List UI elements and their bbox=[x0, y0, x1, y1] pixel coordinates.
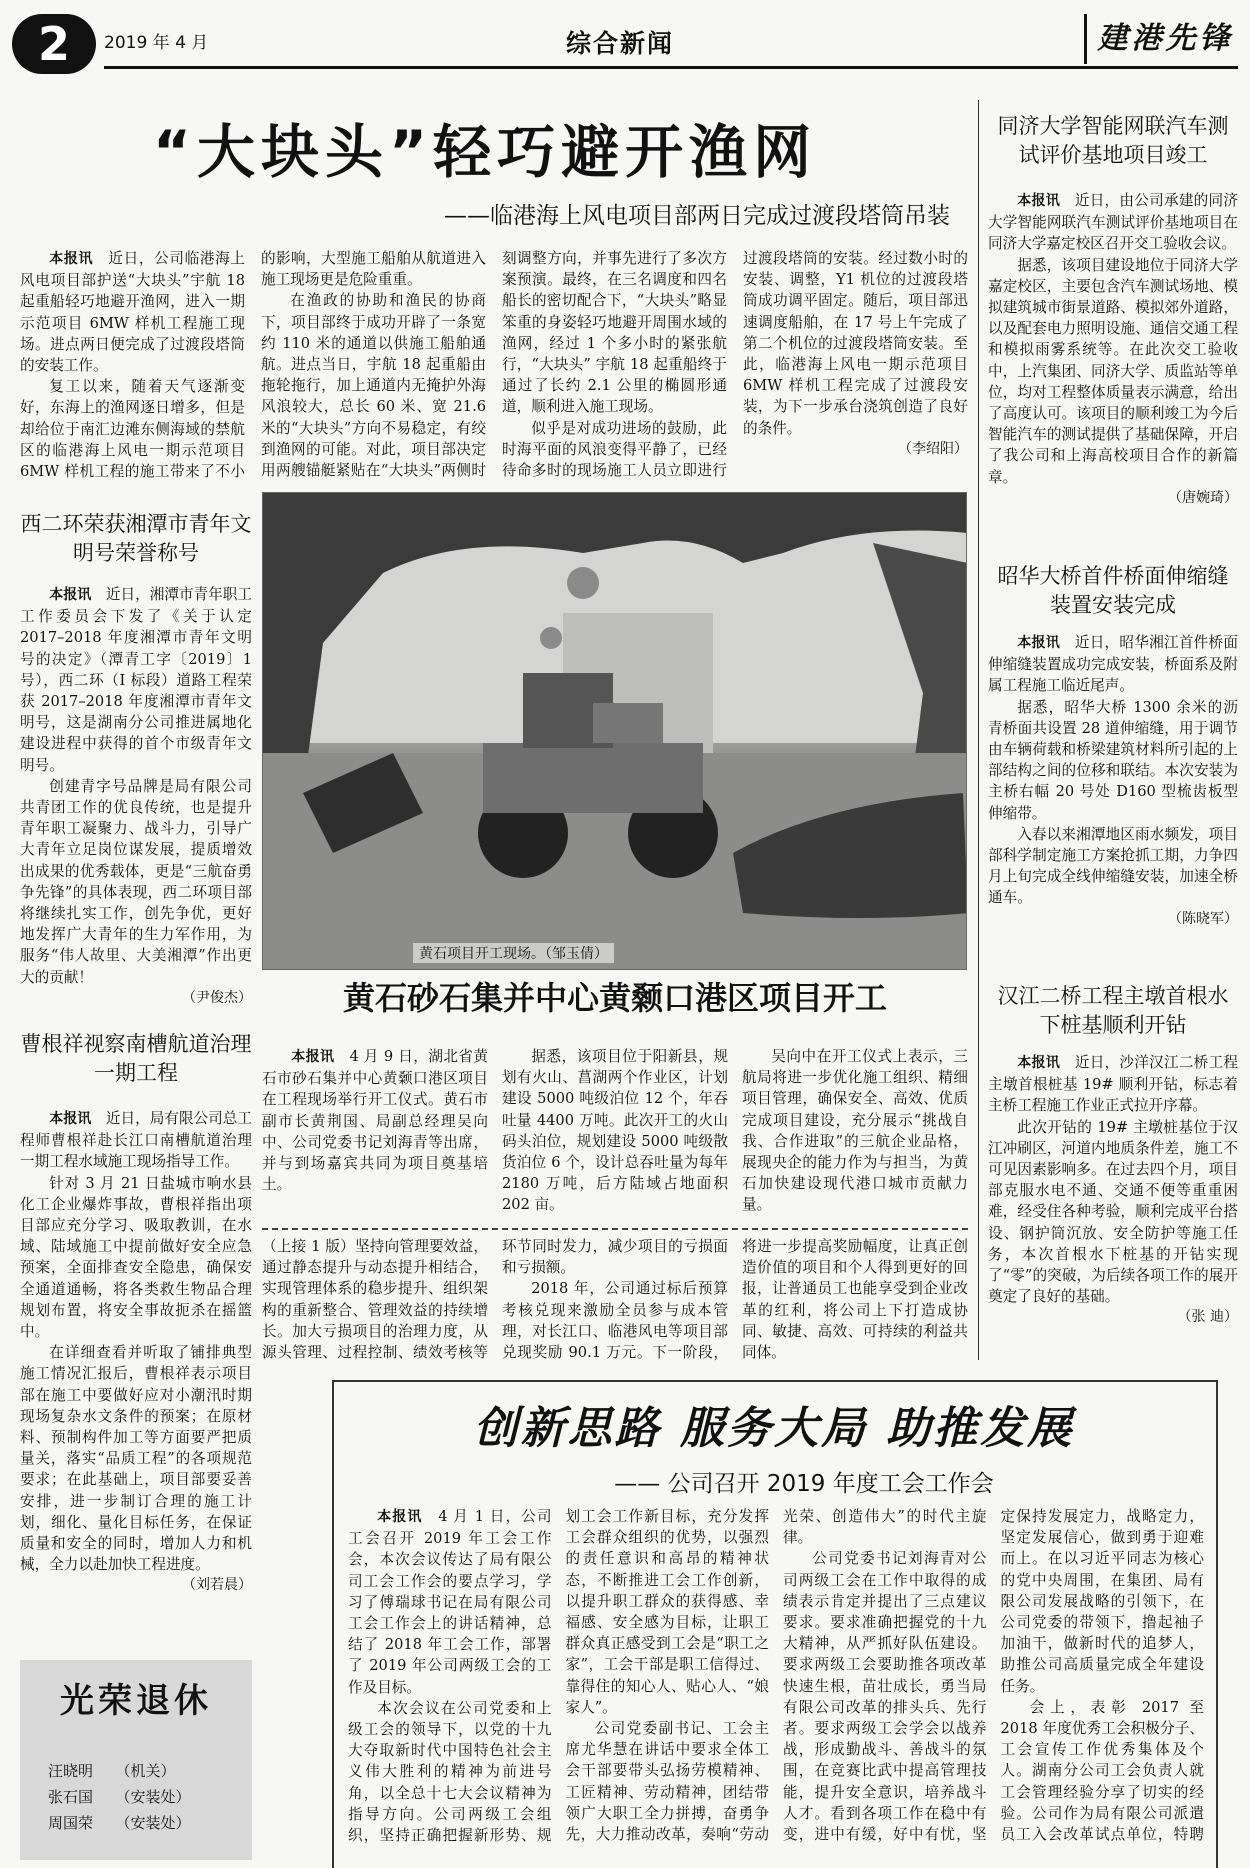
union-subtitle: —— 公司召开 2019 年度工会工作会 bbox=[614, 1471, 994, 1497]
page-number: 2 bbox=[12, 14, 96, 74]
cao-body: 本报讯 近日，局有限公司总工程师曹根祥赴长江口南槽航道治理一期工程水域施工现场指导工作。 针对 3 月 21 日盐城市响水县化工企业爆炸事故，曹根祥指出项目部应充分学习、吸取教训，在水域、陆域施工中提前做好安全应急预案，全面排查安全隐患，确保安全通道通畅，将各类救生物品合理规划布置，将安全事故扼杀在摇篮中。 在详细查看并听取了铺排典型施工情况汇报后，曹根祥表示项目部在施工中要做好应对小潮汛时期现场复杂水文条件的预案；在原材料、预制构件加工等方面要严把质量关，落实“品质工程”的各项规范要求；在此基础上，项目部要妥善安排，进一步制订合理的施工计划，细化、量化目标任务，在保证质量和安全的同时，增加人力和机械，全力以赴加快工程进度。 （刘若晨） bbox=[20, 1108, 252, 1646]
huangshi-body: 本报讯 4 月 9 日，湖北省黄石市砂石集并中心黄颡口港区项目在工程现场举行开工仪式。黄石市副市长黄荆国、局副总经理吴向中、公司党委书记刘海青等出席，并与到场嘉宾共同为项目奠基培土。 据悉，该项目位于阳新县，规划有火山、菖湖两个作业区，计划建设 5000 吨级泊位 12 个，年吞吐量 4400 万吨。此次开工的火山码头泊位，规划建设 5000 吨级散货泊位 6 个，设计总吞吐量为每年 2180 万吨，后方陆域占地面积 202 亩。 吴向中在开工仪式上表示，三航局将进一步优化施工组织、精细项目管理，确保安全、高效、优质完成项目建设，充分展示“挑战自我、合作进取”的三航企业品格，展现央企的能力作为与担当，为黄石加快建设现代港口城市贡献力量。 bbox=[262, 1048, 968, 1214]
lead-subtitle: ——临港海上风电项目部两日完成过渡段塔筒吊装 bbox=[444, 203, 950, 229]
photo-caption: 黄石项目开工现场。（邹玉倩） bbox=[413, 943, 614, 963]
cao-title: 曹根祥视察南槽航道治理一期工程 bbox=[20, 1032, 252, 1086]
column-divider bbox=[978, 100, 979, 1360]
retiree-row: 张石国 （安装处） bbox=[48, 1788, 191, 1806]
byline: （刘若晨） bbox=[182, 1577, 252, 1594]
erhuan-body: 本报讯 近日，湘潭市青年职工工作委员会下发了《关于认定 2017–2018 年度湘潭市青年文明号的决定》（潭青工字〔2019〕1 号），西二环（I 标段）道路工程荣获 2017–2018 年度湘潭市青年文明号，这是湖南分公司推进属地化建设进程中获得的首个市级青年文明号。 创建青字号品牌是局有限公司共青团工作的优良传统，也是提升青年职工凝聚力、战斗力，引导广大青年立足岗位谋发展，提质增效出成果的优秀载体，更是“三航奋勇争先锋”的具体表现，西二环项目部将继续扎实工作，创先争优，更好地发挥广大青年的生力军作用，为服务“伟人故里、大美湘潭”作出更大的贡献！ （尹俊杰） bbox=[20, 584, 252, 1012]
retiree-row: 周国荣 （安装处） bbox=[48, 1814, 191, 1832]
zhaohua-title: 昭华大桥首件桥面伸缩缝装置安装完成 bbox=[997, 564, 1229, 618]
hanjiang-title: 汉江二桥工程主墩首根水下桩基顺利开钻 bbox=[997, 984, 1229, 1038]
tongji-body: 本报讯 近日，由公司承建的同济大学智能网联汽车测试评价基地项目在同济大学嘉定校区召开交工验收会议。 据悉，该项目建设地位于同济大学嘉定校区，主要包含汽车测试场地、模拟建筑城市街景道路、模拟郊外道路，以及配套电力照明设施、通信交通工程和模拟雨雾系统等。在此次交工验收中，上汽集团、同济大学、质监站等单位，均对工程整体质量表示满意，给出了高度认可。该项目的顺利竣工为今后智能汽车的测试提供了基础保障，开启了我公司和上海高校项目合作的新篇章。 （唐婉琦） bbox=[988, 190, 1238, 550]
lead-para: 复工以来，随着天气逐渐变好，东海上的渔网逐日增多，但是却给位于南汇边滩东侧海域的禁航区的临港海上风电一期示范项目 6MW 样机工程的施工带来了不小的影响，大型施工船舶从航道进入施工现场更是危险重重。 bbox=[20, 250, 486, 481]
erhuan-title: 西二环荣获湘潭市青年文明号荣誉称号 bbox=[20, 512, 252, 566]
union-body: 本报讯 4 月 1 日，公司工会召开 2019 年工会工作会，本次会议传达了局有限公司工会工作会的要点学习，学习了傅瑞球书记在局有限公司工会工作会上的讲话精神，总结了 2018 年工会工作，部署了 2019 年公司两级工会的工作及目标。 本次会议在公司党委和上级工会的领导下，以党的十九大夺取新时代中国特色社会主义伟大胜利的精神为前进号角，以全总十七大会议精神为指导方向。公司两级工会组织，坚持正确把握新形势、规划工会工作新目标，充分发挥工会群众组织的优势，以强烈的责任意识和高昂的精神状态，不断推进工会工作创新，以提升职工群众的获得感、幸福感、安全感为目标，让职工群众真正感受到工会是“职工之家”，工会干部是职工信得过、靠得住的知心人、贴心人、“娘家人”。 公司党委副书记、工会主席尤华慧在讲话中要求全体工会干部要带头弘扬劳模精神、工匠精神、劳动精神，团结带领广大职工全力拼搏，奋勇争先，大力推动改革，奏响“劳动光荣、创造伟大”的时代主旋律。 公司党委书记刘海青对公司两级工会在工作中取得的成绩表示肯定并提出了三点建议要求。要求准确把握党的十九大精神，从严抓好队伍建设。要求两级工会要助推各项改革快速生根，苗壮成长，勇当局有限公司改革的排头兵、先行者。要求两级工会学会以战养战，形成勤战斗、善战斗的氛围，在竞赛比武中提高管理技能，提升安全意识，培养战斗人才。看到各项工作在稳中有变，进中有缓，好中有忧，坚定保持发展定力，战略定力，坚定发展信心，做到勇于迎难而上。在以习近平同志为核心的党中央周围，在集团、局有限公司发展战略的引领下，在公司党委的带领下，撸起袖子加油干，做新时代的追梦人，助推公司高质量完成全年建设任务。 会上，表彰 2017 至 2018 年度优秀工会积极分子、工会宣传工作优秀集体及个人。湖南分公司工会负责人就工会管理经验分享了切实的经验。公司作为局有限公司派遣员工入会改革试点单位，特聘 bbox=[348, 1508, 1204, 1845]
byline: （尹俊杰） bbox=[182, 989, 252, 1006]
excavator-loader-illustration bbox=[263, 493, 967, 970]
issue-date: 2019 年 4 月 bbox=[104, 33, 209, 53]
byline: （李绍阳） bbox=[898, 440, 968, 457]
construction-photo bbox=[262, 492, 967, 970]
byline: （唐婉琦） bbox=[1168, 489, 1238, 506]
retiree-row: 汪晓明 （机关） bbox=[48, 1762, 176, 1780]
dashed-divider bbox=[262, 1228, 968, 1230]
retire-title: 光荣退休 bbox=[60, 1681, 212, 1721]
lead-para: 本报讯 近日，公司临港海上风电项目部护送“大块头”宇航 18 起重船轻巧地避开渔网，进入一期示范项目 6MW 样机工程施工现场。进点两日便完成了过渡段塔筒的安装工作。 bbox=[20, 250, 245, 375]
lead-para: 在渔政的协助和渔民的协商下，项目部终于成功开辟了一条宽约 110 米的通道以供施工船舶通航。进点当日，宇航 18 起重船由拖轮拖行，加上通道内无掩护外海风浪较大，总长 60 米、宽 21.6 米的“大块头”方向不易稳定，有绞到渔网的可能。对此，项目部决定用两艘锚艇紧贴在“大块头”两侧时刻调整方向，并事先进行了多次方案预演。最终，在三名调度和四名船长的密切配合下，“大块头”略显笨重的身姿轻巧地避开周围水域的渔网，经过 1 个多小时的紧张航行，“大块头” 宇航 18 起重船终于通过了长约 2.1 公里的椭圆形通道，顺利进入施工现场。 bbox=[261, 250, 727, 480]
continued-body: （上接 1 版）坚持向管理要效益，通过静态提升与动态提升相结合，实现管理体系的稳步提升、组织架构的重新整合、管理效益的持续增长。加大亏损项目的治理力度，从源头管理、过程控制、绩效考核等环节同时发力，减少项目的亏损面和亏损额。 2018 年，公司通过标后预算考核兑现来激励全员参与成本管理，对长江口、临港风电等项目部兑现奖励 90.1 万元。下一阶段，将进一步提高奖励幅度，让真正创造价值的项目和个人得到更好的回报，让普通员工也能享受到企业改革的红利，将公司上下打造成协同、敏捷、高效、可持续的利益共同体。 bbox=[262, 1238, 968, 1362]
retirement-box bbox=[20, 1660, 252, 1860]
union-title: 创新思路 服务大局 助推发展 bbox=[473, 1403, 1075, 1454]
page-header bbox=[6, 0, 1244, 84]
union-article-box bbox=[332, 1380, 1218, 1868]
lead-title: “大块头”轻巧避开渔网 bbox=[152, 118, 818, 186]
byline: （陈晓军） bbox=[1168, 910, 1238, 927]
tongji-title: 同济大学智能网联汽车测试评价基地项目竣工 bbox=[997, 114, 1229, 168]
huangshi-title: 黄石砂石集并中心黄颡口港区项目开工 bbox=[342, 979, 887, 1017]
header-rule bbox=[104, 66, 1238, 69]
byline: （张 迪） bbox=[1177, 1309, 1238, 1326]
lead-body bbox=[20, 248, 968, 486]
newspaper-brand: 建港先锋 bbox=[1084, 14, 1244, 64]
zhaohua-body: 本报讯 近日，昭华湘江首件桥面伸缩缝装置成功完成安装，桥面系及附属工程施工临近尾声。 据悉，昭华大桥 1300 余米的沥青桥面共设置 28 道伸缩缝，用于调节由车辆荷载和桥梁建筑材料所引起的上部结构之间的位移和联结。本次安装为主桥右幅 20 号处 D160 型梳齿板型伸缩带。 入春以来湘潭地区雨水频发，项目部科学制定施工方案抢抓工期，力争四月上旬完成全线伸缩缝安装，加速全桥通车。 （陈晓军） bbox=[988, 632, 1238, 970]
retire-list bbox=[48, 1758, 191, 1836]
hanjiang-body: 本报讯 近日，沙洋汉江二桥工程主墩首根桩基 19# 顺利开钻，标志着主桥工程施工作业正式拉开序幕。 此次开钻的 19# 主墩桩基位于汉江冲刷区，河道内地质条件差，施工不可见因素影响多。在过去四个月，项目部克服水电不通、交通不便等重重困难，经受住各种考验，顺利完成平台搭设、钢护筒沉放、安全防护等施工任务，本次首根水下桩基的开钻实现了“零”的突破，为后续各项工作的展开奠定了良好的基础。 （张 迪） bbox=[988, 1052, 1238, 1374]
section-name: 综合新闻 bbox=[566, 29, 675, 58]
lead-para: 似乎是对成功进场的鼓励，此时海平面的风浪变得平静了，已经待命多时的现场施工人员立即进行过渡段塔筒的安装。经过数小时的安装、调整，Y1 机位的过渡段塔筒成功调平固定。随后，项目部迅速调度船舶，在 17 号上午完成了第二个机位的过渡段塔筒安装。至此，临港海上风电一期示范项目 6MW 样机工程完成了过渡段安装，为下一步承台浇筑创造了良好的条件。 bbox=[502, 250, 968, 480]
